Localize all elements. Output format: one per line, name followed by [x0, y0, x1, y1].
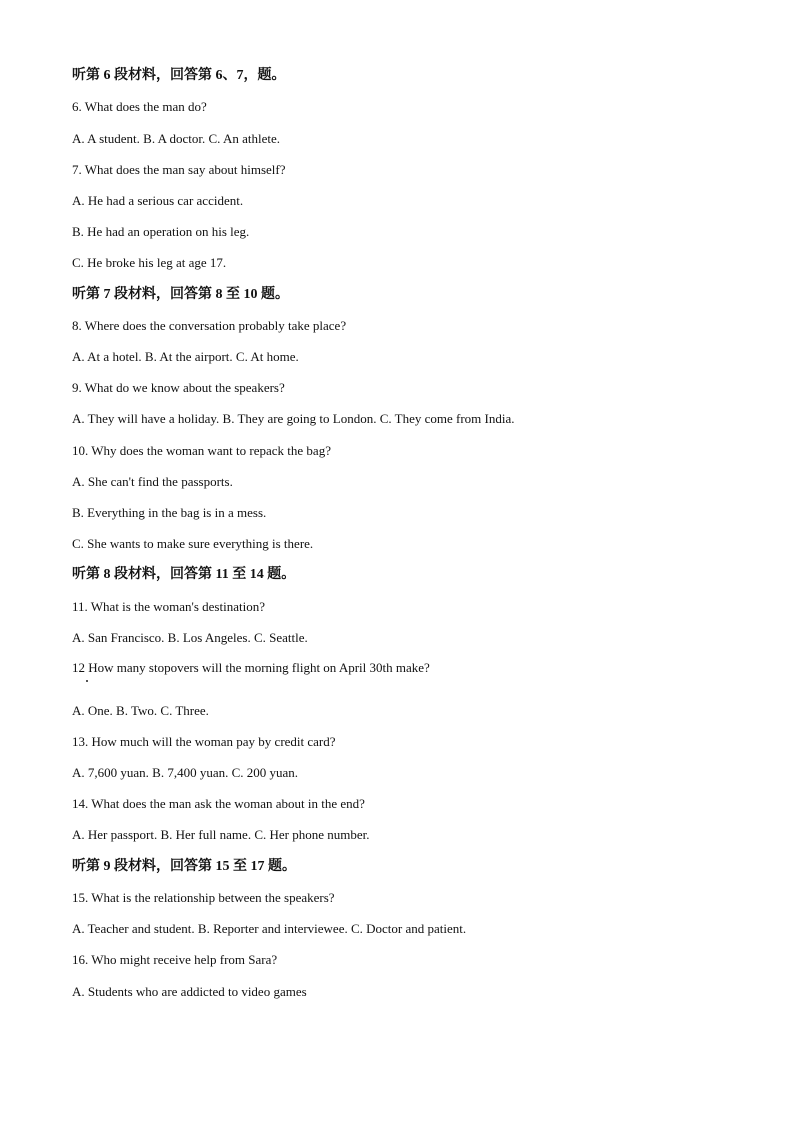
options-13: A. 7,600 yuan. B. 7,400 yuan. C. 200 yuan. — [72, 765, 299, 780]
question-12: 12 How many stopovers will the morning flight on April 30th make? — [72, 660, 430, 675]
options-9: A. They will have a holiday. B. They are going to London. C. They come from India. — [72, 411, 515, 426]
option-10b: B. Everything in the bag is in a mess. — [72, 505, 267, 520]
options-11: A. San Francisco. B. Los Angeles. C. Seattle. — [72, 630, 308, 645]
question-9: 9. What do we know about the speakers? — [72, 380, 285, 395]
question-15: 15. What is the relationship between the speakers? — [72, 890, 335, 905]
section-heading-6: 听第 6 段材料，回答第 6、7，题。 — [72, 68, 286, 83]
section-heading-9: 听第 9 段材料，回答第 15 至 17 题。 — [72, 859, 296, 874]
options-15: A. Teacher and student. B. Reporter and interviewee. C. Doctor and patient. — [72, 921, 467, 936]
question-14: 14. What does the man ask the woman about in the end? — [72, 796, 365, 811]
options-12: A. One. B. Two. C. Three. — [72, 703, 209, 718]
question-10: 10. Why does the woman want to repack the bag? — [72, 443, 331, 458]
option-7a: A. He had a serious car accident. — [72, 193, 244, 208]
section-heading-8: 听第 8 段材料，回答第 11 至 14 题。 — [72, 567, 296, 582]
stray-mark — [86, 680, 88, 682]
question-7: 7. What does the man say about himself? — [72, 162, 286, 177]
question-11: 11. What is the woman's destination? — [72, 599, 265, 614]
option-7b: B. He had an operation on his leg. — [72, 224, 250, 239]
options-8: A. At a hotel. B. At the airport. C. At home. — [72, 349, 299, 364]
option-7c: C. He broke his leg at age 17. — [72, 255, 227, 270]
section-heading-7: 听第 7 段材料，回答第 8 至 10 题。 — [72, 287, 289, 302]
question-6: 6. What does the man do? — [72, 99, 207, 114]
options-14: A. Her passport. B. Her full name. C. Her phone number. — [72, 827, 370, 842]
option-10c: C. She wants to make sure everything is there. — [72, 536, 314, 551]
option-10a: A. She can't find the passports. — [72, 474, 233, 489]
question-13: 13. How much will the woman pay by credit card? — [72, 734, 336, 749]
option-16a: A. Students who are addicted to video games — [72, 984, 307, 999]
question-8: 8. Where does the conversation probably take place? — [72, 318, 347, 333]
options-6: A. A student. B. A doctor. C. An athlete. — [72, 131, 280, 146]
question-16: 16. Who might receive help from Sara? — [72, 952, 278, 967]
